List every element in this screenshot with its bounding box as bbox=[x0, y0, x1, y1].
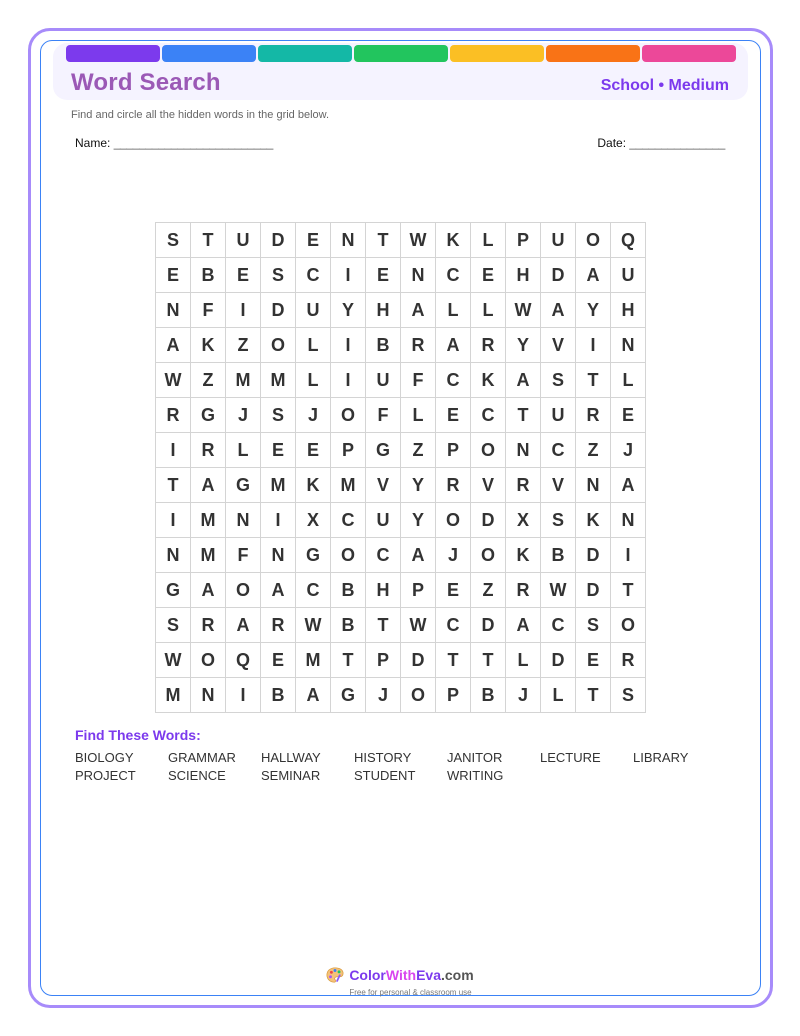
grid-cell[interactable]: A bbox=[611, 468, 646, 503]
grid-cell[interactable]: E bbox=[226, 258, 261, 293]
grid-cell[interactable]: F bbox=[226, 538, 261, 573]
word-list-item: LIBRARY bbox=[633, 750, 689, 765]
grid-cell[interactable]: L bbox=[611, 363, 646, 398]
grid-cell[interactable]: H bbox=[611, 293, 646, 328]
grid-cell[interactable]: P bbox=[401, 573, 436, 608]
color-bar-segment bbox=[354, 45, 448, 62]
name-field[interactable] bbox=[75, 136, 273, 150]
grid-cell[interactable]: Z bbox=[226, 328, 261, 363]
grid-cell[interactable]: A bbox=[156, 328, 191, 363]
word-list-item: GRAMMAR bbox=[168, 750, 236, 765]
grid-cell[interactable]: E bbox=[436, 573, 471, 608]
grid-cell[interactable]: F bbox=[191, 293, 226, 328]
grid-cell[interactable]: I bbox=[611, 538, 646, 573]
grid-cell[interactable]: R bbox=[506, 468, 541, 503]
name-blank-line[interactable]: _________________________ bbox=[113, 136, 274, 150]
grid-cell[interactable]: P bbox=[506, 223, 541, 258]
grid-cell[interactable]: Z bbox=[401, 433, 436, 468]
grid-cell[interactable]: S bbox=[261, 258, 296, 293]
grid-cell[interactable]: R bbox=[191, 608, 226, 643]
grid-cell[interactable]: S bbox=[261, 398, 296, 433]
grid-cell[interactable]: I bbox=[226, 678, 261, 713]
word-list-item: SCIENCE bbox=[168, 768, 226, 783]
grid-cell[interactable]: N bbox=[191, 678, 226, 713]
date-label: Date: bbox=[597, 136, 627, 150]
grid-cell[interactable]: F bbox=[366, 398, 401, 433]
grid-cell[interactable]: U bbox=[296, 293, 331, 328]
date-field[interactable] bbox=[597, 136, 725, 150]
grid-cell[interactable]: M bbox=[191, 503, 226, 538]
grid-cell[interactable]: A bbox=[401, 538, 436, 573]
grid-cell[interactable]: M bbox=[191, 538, 226, 573]
word-list-item: STUDENT bbox=[354, 768, 416, 783]
grid-cell[interactable]: C bbox=[541, 433, 576, 468]
color-bar-segment bbox=[258, 45, 352, 62]
page-title: Word Search bbox=[71, 69, 221, 96]
grid-cell[interactable]: F bbox=[401, 363, 436, 398]
grid-cell[interactable]: A bbox=[191, 573, 226, 608]
grid-cell[interactable]: R bbox=[261, 608, 296, 643]
grid-cell[interactable]: Q bbox=[611, 223, 646, 258]
grid-cell[interactable]: E bbox=[611, 398, 646, 433]
grid-cell[interactable]: N bbox=[611, 503, 646, 538]
grid-cell[interactable]: I bbox=[226, 293, 261, 328]
grid-cell[interactable]: M bbox=[261, 363, 296, 398]
grid-cell[interactable]: K bbox=[296, 468, 331, 503]
grid-cell[interactable]: H bbox=[366, 573, 401, 608]
grid-cell[interactable]: G bbox=[156, 573, 191, 608]
grid-cell[interactable]: L bbox=[401, 398, 436, 433]
grid-cell[interactable]: R bbox=[611, 643, 646, 678]
grid-cell[interactable]: L bbox=[226, 433, 261, 468]
grid-cell[interactable]: E bbox=[436, 398, 471, 433]
grid-cell[interactable]: N bbox=[156, 293, 191, 328]
grid-cell[interactable]: O bbox=[471, 433, 506, 468]
grid-cell[interactable]: I bbox=[156, 433, 191, 468]
grid-cell[interactable]: X bbox=[506, 503, 541, 538]
grid-cell[interactable]: B bbox=[471, 678, 506, 713]
grid-cell[interactable]: W bbox=[296, 608, 331, 643]
grid-cell[interactable]: L bbox=[471, 293, 506, 328]
grid-cell[interactable]: B bbox=[541, 538, 576, 573]
grid-cell[interactable]: V bbox=[541, 468, 576, 503]
grid-cell[interactable]: P bbox=[366, 643, 401, 678]
grid-cell[interactable]: C bbox=[541, 608, 576, 643]
grid-cell[interactable]: K bbox=[471, 363, 506, 398]
grid-cell[interactable]: E bbox=[471, 258, 506, 293]
grid-cell[interactable]: R bbox=[436, 468, 471, 503]
color-bar bbox=[66, 45, 736, 62]
footer bbox=[0, 966, 800, 1000]
grid-cell[interactable]: R bbox=[191, 433, 226, 468]
grid-cell[interactable]: A bbox=[261, 573, 296, 608]
grid-cell[interactable]: Y bbox=[401, 503, 436, 538]
grid-cell[interactable]: K bbox=[576, 503, 611, 538]
brand-logo[interactable] bbox=[326, 966, 473, 984]
grid-cell[interactable]: K bbox=[436, 223, 471, 258]
grid-cell[interactable]: W bbox=[401, 223, 436, 258]
color-bar-segment bbox=[66, 45, 160, 62]
word-list-item: HALLWAY bbox=[261, 750, 321, 765]
grid-cell[interactable]: L bbox=[471, 223, 506, 258]
grid-cell[interactable]: C bbox=[471, 398, 506, 433]
word-list-item: PROJECT bbox=[75, 768, 136, 783]
grid-cell[interactable]: D bbox=[576, 573, 611, 608]
grid-cell[interactable]: C bbox=[296, 258, 331, 293]
grid-cell[interactable]: T bbox=[366, 608, 401, 643]
grid-cell[interactable]: I bbox=[331, 328, 366, 363]
grid-cell[interactable]: E bbox=[261, 643, 296, 678]
grid-cell[interactable]: O bbox=[401, 678, 436, 713]
grid-cell[interactable]: Q bbox=[226, 643, 261, 678]
grid-cell[interactable]: E bbox=[296, 223, 331, 258]
grid-cell[interactable]: G bbox=[331, 678, 366, 713]
grid-cell[interactable]: P bbox=[331, 433, 366, 468]
grid-cell[interactable]: N bbox=[506, 433, 541, 468]
grid-cell[interactable]: G bbox=[191, 398, 226, 433]
grid-cell[interactable]: I bbox=[331, 258, 366, 293]
grid-cell[interactable]: T bbox=[191, 223, 226, 258]
grid-cell[interactable]: L bbox=[506, 643, 541, 678]
tagline: Free for personal & classroom use bbox=[349, 988, 472, 997]
grid-cell[interactable]: D bbox=[541, 258, 576, 293]
grid-cell[interactable]: O bbox=[331, 538, 366, 573]
grid-cell[interactable]: G bbox=[226, 468, 261, 503]
grid-cell[interactable]: O bbox=[226, 573, 261, 608]
grid-cell[interactable]: G bbox=[296, 538, 331, 573]
grid-cell[interactable]: A bbox=[541, 293, 576, 328]
grid-cell[interactable]: C bbox=[436, 608, 471, 643]
grid-cell[interactable]: W bbox=[506, 293, 541, 328]
grid-cell[interactable]: J bbox=[366, 678, 401, 713]
grid-cell[interactable]: H bbox=[506, 258, 541, 293]
grid-cell[interactable]: T bbox=[506, 398, 541, 433]
grid-cell[interactable]: V bbox=[471, 468, 506, 503]
grid-cell[interactable]: I bbox=[576, 328, 611, 363]
word-list-item: JANITOR bbox=[447, 750, 503, 765]
grid-cell[interactable]: D bbox=[401, 643, 436, 678]
grid-cell[interactable]: A bbox=[436, 328, 471, 363]
word-list-item: SEMINAR bbox=[261, 768, 321, 783]
grid-cell[interactable]: R bbox=[576, 398, 611, 433]
grid-cell[interactable]: C bbox=[366, 538, 401, 573]
grid-cell[interactable]: R bbox=[401, 328, 436, 363]
grid-cell[interactable]: H bbox=[366, 293, 401, 328]
grid-cell[interactable]: U bbox=[611, 258, 646, 293]
grid-cell[interactable]: O bbox=[191, 643, 226, 678]
grid-cell[interactable]: L bbox=[436, 293, 471, 328]
grid-cell[interactable]: D bbox=[261, 293, 296, 328]
brand-name: ColorWithEva.com bbox=[349, 967, 474, 983]
grid-cell[interactable]: T bbox=[156, 468, 191, 503]
grid-cell[interactable]: W bbox=[541, 573, 576, 608]
grid-cell[interactable]: U bbox=[366, 363, 401, 398]
grid-cell[interactable]: L bbox=[296, 363, 331, 398]
grid-cell[interactable]: A bbox=[401, 293, 436, 328]
color-bar-segment bbox=[162, 45, 256, 62]
grid-cell[interactable]: W bbox=[156, 643, 191, 678]
grid-cell[interactable]: N bbox=[156, 538, 191, 573]
grid-cell[interactable]: I bbox=[261, 503, 296, 538]
grid-cell[interactable]: O bbox=[576, 223, 611, 258]
grid-cell[interactable]: J bbox=[436, 538, 471, 573]
grid-cell[interactable]: P bbox=[436, 433, 471, 468]
theme-difficulty-label: School • Medium bbox=[600, 77, 729, 94]
color-bar-segment bbox=[546, 45, 640, 62]
grid-cell[interactable]: S bbox=[156, 608, 191, 643]
grid-cell[interactable]: C bbox=[436, 258, 471, 293]
grid-cell[interactable]: J bbox=[611, 433, 646, 468]
grid-cell[interactable]: Y bbox=[576, 293, 611, 328]
grid-cell[interactable]: T bbox=[436, 643, 471, 678]
grid-cell[interactable]: T bbox=[576, 678, 611, 713]
grid-cell[interactable]: M bbox=[331, 468, 366, 503]
grid-cell[interactable]: E bbox=[366, 258, 401, 293]
grid-cell[interactable]: S bbox=[611, 678, 646, 713]
grid-cell[interactable]: E bbox=[576, 643, 611, 678]
grid-cell[interactable]: T bbox=[471, 643, 506, 678]
grid-cell[interactable]: T bbox=[576, 363, 611, 398]
grid-cell[interactable]: I bbox=[331, 363, 366, 398]
grid-cell[interactable]: W bbox=[401, 608, 436, 643]
grid-cell[interactable]: U bbox=[226, 223, 261, 258]
grid-cell[interactable]: A bbox=[576, 258, 611, 293]
grid-cell[interactable]: D bbox=[471, 503, 506, 538]
grid-cell[interactable]: E bbox=[296, 433, 331, 468]
grid-cell[interactable]: N bbox=[401, 258, 436, 293]
grid-cell[interactable]: U bbox=[541, 398, 576, 433]
word-list-item: BIOLOGY bbox=[75, 750, 134, 765]
grid-cell[interactable]: N bbox=[261, 538, 296, 573]
grid-cell[interactable]: E bbox=[156, 258, 191, 293]
grid-cell[interactable]: Z bbox=[471, 573, 506, 608]
grid-cell[interactable]: B bbox=[366, 328, 401, 363]
grid-cell[interactable]: X bbox=[296, 503, 331, 538]
grid-cell[interactable]: O bbox=[471, 538, 506, 573]
grid-cell[interactable]: S bbox=[541, 503, 576, 538]
grid-cell[interactable]: Y bbox=[331, 293, 366, 328]
grid-cell[interactable]: L bbox=[541, 678, 576, 713]
grid-cell[interactable]: A bbox=[191, 468, 226, 503]
grid-cell[interactable]: R bbox=[156, 398, 191, 433]
grid-cell[interactable]: T bbox=[331, 643, 366, 678]
grid-cell[interactable]: B bbox=[331, 608, 366, 643]
word-search-grid bbox=[155, 222, 646, 713]
grid-cell[interactable]: L bbox=[296, 328, 331, 363]
grid-cell[interactable]: V bbox=[541, 328, 576, 363]
grid-cell[interactable]: A bbox=[226, 608, 261, 643]
grid-cell[interactable]: U bbox=[366, 503, 401, 538]
grid-cell[interactable]: A bbox=[506, 363, 541, 398]
grid-cell[interactable]: T bbox=[366, 223, 401, 258]
grid-cell[interactable]: R bbox=[506, 573, 541, 608]
grid-cell[interactable]: Y bbox=[401, 468, 436, 503]
grid-cell[interactable]: D bbox=[541, 643, 576, 678]
grid-cell[interactable]: I bbox=[156, 503, 191, 538]
grid-cell[interactable]: C bbox=[296, 573, 331, 608]
grid-cell[interactable]: M bbox=[261, 468, 296, 503]
grid-cell[interactable]: S bbox=[541, 363, 576, 398]
grid-cell[interactable]: K bbox=[191, 328, 226, 363]
grid-cell[interactable]: C bbox=[331, 503, 366, 538]
grid-cell[interactable]: J bbox=[506, 678, 541, 713]
color-bar-segment bbox=[642, 45, 736, 62]
grid-cell[interactable]: D bbox=[261, 223, 296, 258]
grid-cell[interactable]: S bbox=[156, 223, 191, 258]
grid-cell[interactable]: M bbox=[156, 678, 191, 713]
grid-cell[interactable]: O bbox=[436, 503, 471, 538]
grid-cell[interactable]: R bbox=[471, 328, 506, 363]
grid-cell[interactable]: Y bbox=[506, 328, 541, 363]
grid-cell[interactable]: B bbox=[331, 573, 366, 608]
grid-cell[interactable]: J bbox=[296, 398, 331, 433]
grid-cell[interactable]: J bbox=[226, 398, 261, 433]
grid-cell[interactable]: N bbox=[576, 468, 611, 503]
word-list-item: LECTURE bbox=[540, 750, 601, 765]
grid-cell[interactable]: O bbox=[611, 608, 646, 643]
grid-cell[interactable]: S bbox=[576, 608, 611, 643]
word-list-item: WRITING bbox=[447, 768, 504, 783]
word-list-item: HISTORY bbox=[354, 750, 412, 765]
word-list-heading: Find These Words: bbox=[75, 727, 201, 743]
grid-cell[interactable]: B bbox=[191, 258, 226, 293]
grid-cell[interactable]: O bbox=[331, 398, 366, 433]
grid-cell[interactable]: U bbox=[541, 223, 576, 258]
grid-cell[interactable]: K bbox=[506, 538, 541, 573]
grid-cell[interactable]: D bbox=[471, 608, 506, 643]
palette-icon bbox=[326, 966, 344, 984]
grid-cell[interactable]: V bbox=[366, 468, 401, 503]
grid-cell[interactable]: Z bbox=[191, 363, 226, 398]
grid-cell[interactable]: T bbox=[611, 573, 646, 608]
grid-cell[interactable]: N bbox=[331, 223, 366, 258]
date-blank-line[interactable]: _______________ bbox=[629, 136, 725, 150]
word-list bbox=[75, 750, 726, 783]
grid-cell[interactable]: G bbox=[366, 433, 401, 468]
color-bar-segment bbox=[450, 45, 544, 62]
name-label: Name: bbox=[75, 136, 111, 150]
grid-cell[interactable]: W bbox=[156, 363, 191, 398]
grid-cell[interactable]: M bbox=[296, 643, 331, 678]
grid-cell[interactable]: B bbox=[261, 678, 296, 713]
grid-cell[interactable]: O bbox=[261, 328, 296, 363]
grid-cell[interactable]: C bbox=[436, 363, 471, 398]
grid-cell[interactable]: A bbox=[296, 678, 331, 713]
grid-cell[interactable]: Z bbox=[576, 433, 611, 468]
grid-cell[interactable]: M bbox=[226, 363, 261, 398]
grid-cell[interactable]: E bbox=[261, 433, 296, 468]
grid-cell[interactable]: P bbox=[436, 678, 471, 713]
grid-cell[interactable]: N bbox=[611, 328, 646, 363]
grid-cell[interactable]: N bbox=[226, 503, 261, 538]
grid-cell[interactable]: D bbox=[576, 538, 611, 573]
instructions: Find and circle all the hidden words in the grid below. bbox=[71, 109, 330, 121]
grid-cell[interactable]: A bbox=[506, 608, 541, 643]
